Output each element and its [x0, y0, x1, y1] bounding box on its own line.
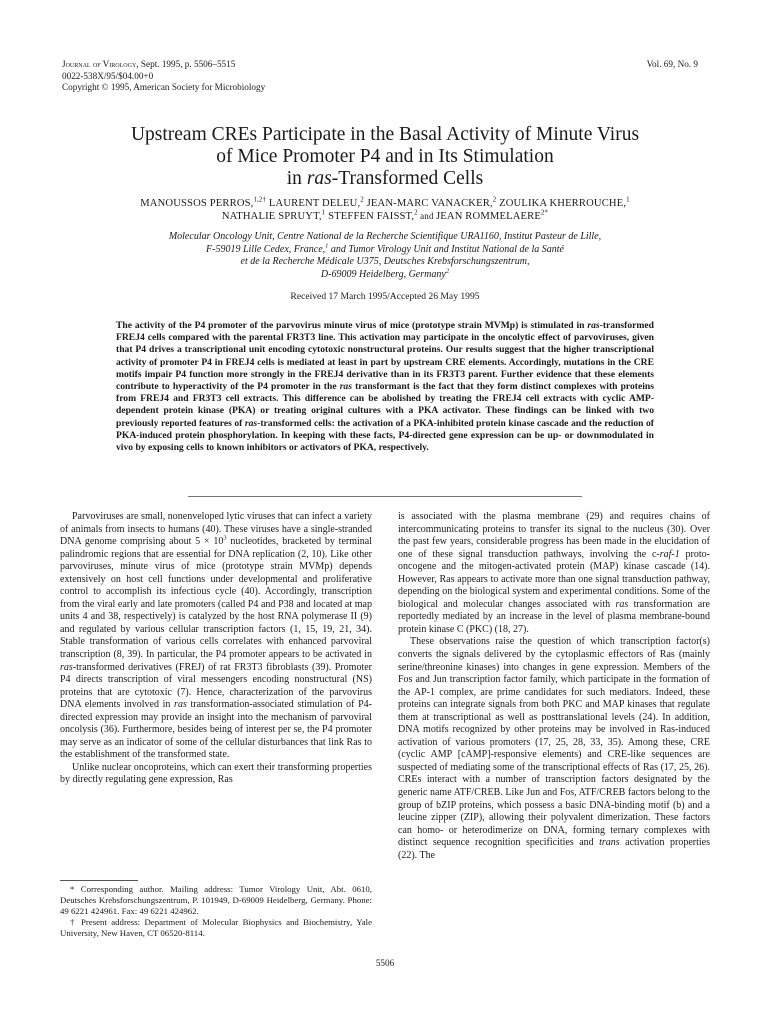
body-paragraph [398, 511, 710, 636]
affiliation-text: F-59019 Lille Cedex, France, [206, 243, 326, 255]
author-list [70, 197, 700, 223]
affiliation-mark: 2* [540, 209, 549, 217]
author-name: MANOUSSOS PERROS, [140, 198, 254, 209]
footnote-divider [60, 880, 138, 881]
author-name: ZOULIKA KHERROUCHE, [496, 198, 627, 209]
body-column-left [60, 511, 372, 787]
affiliation-mark: 1 [626, 196, 630, 204]
abstract-italic: ras [587, 320, 600, 331]
body-paragraph: Unlike nuclear oncoproteins, which can exert their transforming properties by directly regulating gene expression, Ras [60, 761, 372, 786]
journal-name: Journal of Virology [62, 59, 137, 69]
affiliation-mark: 2 [414, 209, 418, 217]
body-text: transformation-associated stimulation of P4-directed expression may provide an insight into the mechanism of parvoviral oncolysis (36). Furthermore, besides being of interest per se, the P4 promoter may serve as an indicator of some of the cellular disturbances that link Ras to the establishment of the transformed state. [60, 699, 372, 761]
abstract-italic: ras [339, 381, 352, 393]
received-dates: Received 17 March 1995/Accepted 26 May 1995 [290, 291, 480, 302]
abstract-italic: ras [244, 417, 258, 429]
copyright-line: Copyright © 1995, American Society for Microbiology [62, 82, 266, 93]
title-text: in [286, 167, 307, 189]
citation-line [62, 59, 265, 71]
abstract-text: The activity of the P4 promoter of the parvovirus minute virus of mice (prototype strain MVMp) is stimulated in [116, 320, 588, 331]
title-line-2: of Mice Promoter P4 and in Its Stimulation [216, 145, 554, 167]
volume-label: Vol. 69, No. 9 [646, 59, 698, 69]
body-text: Parvoviruses are small, nonenveloped lytic viruses that can infect a variety of animals from insects to humans (40). These viruses have a single-stranded DNA genome comprising about 5 × 10 [60, 511, 372, 548]
body-text: activation properties (22). The [398, 837, 710, 861]
body-italic: ras [615, 598, 629, 610]
body-italic: raf-1 [659, 548, 680, 560]
issue-info: , Sept. 1995, p. 5506–5515 [136, 59, 236, 69]
affiliation-line: et de la Recherche Médicale U375, Deutsches Krebsforschungszentrum, [240, 256, 530, 267]
affiliations [80, 231, 690, 281]
section-divider [188, 496, 582, 497]
abstract [116, 320, 654, 454]
affiliation-line [80, 244, 690, 257]
body-text: is associated with the plasma membrane (29) and requires chains of intercommunicating proteins to transfer its signal to the nucleus (30). Over the past few years, considerable progress has been made in the elucidation of one of these signal transduction pathways, involving the c- [398, 511, 710, 560]
affiliation-line: Molecular Oncology Unit, Centre National de la Recherche Scientifique URA1160, Institut Pasteur de Lille, [168, 231, 602, 242]
footnotes [60, 884, 372, 939]
abstract-text: -transformed FREJ4 cells compared with the parental FR3T3 line. This activation may participate in the oncolytic effect of parvoviruses, given that P4 drives a transcriptional unit encoding cytotoxic nonstructural proteins. Our results suggest that the higher transcriptional activity of promoter P4 in FREJ4 cells is mediated at least in part by upstream CRE elements. Accordingly, mutations in the CRE motifs impair P4 function more strongly in the FREJ4 derivative than in its FR3T3 parent. Further evidence that these elements contribute to hyperactivity of the P4 promoter in the [116, 320, 654, 393]
title-line-1: Upstream CREs Participate in the Basal Activity of Minute Virus [130, 124, 640, 145]
footnote-present-address: † Present address: Department of Molecular Biophysics and Biochemistry, Yale University, New Haven, CT 06520-8114. [60, 917, 372, 938]
exponent: 3 [223, 534, 227, 542]
author-name: STEFFEN FAISST, [325, 211, 415, 222]
author-line-1 [70, 197, 700, 210]
page-number: 5506 [375, 958, 395, 968]
body-text: -transformed derivatives (FREJ) of rat FR3T3 fibroblasts (39). Promoter P4 directs transcription of viral messengers encoding nonstructural (NS) proteins that are cytotoxic (7). Hence, characterization of the parvovirus DNA elements involved in [60, 661, 372, 711]
body-italic: ras [174, 699, 187, 711]
body-italic: trans [599, 837, 620, 849]
body-text: nucleotides, bracketed by terminal palindromic regions that are essential for DNA replication (2, 10). Like other parvoviruses, minute virus of mice (prototype strain MVMp) depends extensively on host cell functions under developmental and proliferative control to accomplish its infectious cycle (40). Accordingly, transcription from the viral early and late promoters (called P4 and P38 and located at map units 4 and 38, respectively) is catalyzed by the host RNA polymerase II (9) and regulated by various cellular transcription factors (1, 15, 19, 21, 34). Stable transformation of various cells correlates with enhanced parvoviral transcription (8, 39). In particular, the P4 promoter appears to be activated in [60, 536, 372, 661]
affiliation-text: D-69009 Heidelberg, Germany [320, 268, 446, 280]
author-name: JEAN ROMMELAERE [436, 211, 541, 222]
author-conjunction: and [417, 211, 437, 221]
title-text: -Transformed Cells [331, 167, 484, 189]
affiliation-mark: 2 [445, 267, 450, 275]
abstract-paragraph [116, 320, 654, 454]
title-line-3 [60, 168, 710, 190]
body-paragraph [398, 636, 710, 862]
issn-line: 0022-538X/95/$04.00+0 [62, 70, 154, 81]
affiliation-text: and Tumor Virology Unit and Institut National de la Santé [328, 243, 564, 255]
affiliation-mark: 2 [360, 196, 364, 204]
author-name: NATHALIE SPRUYT, [221, 211, 322, 222]
body-text: proto-oncogene and the mitogen-activated protein (MAP) kinase cascade (14). However, Ras appears to activate more than one signal transduction pathway, depending on the biological system and experimental conditions. Some of the biological and molecular changes associated with [398, 548, 710, 610]
footnote-mark: † [262, 196, 267, 204]
footnote-corresponding: * Corresponding author. Mailing address: Tumor Virology Unit, Abt. 0610, Deutsches Krebsforschungszentrum, P. 101949, D-69009 Heidelberg, Germany. Phone: 49 6221 424961. Fax: 49 6221 424962. [60, 884, 372, 916]
body-italic: ras [60, 661, 73, 673]
body-text: transformation are reportedly mediated by an increase in the level of plasma membrane-bound protein kinase C (PKC) (18, 27). [398, 598, 710, 635]
body-text: These observations raise the question of which transcription factor(s) converts the signals delivered by the cytoplasmic effectors of Ras (mainly serine/threonine kinases) into changes in gene expression. Members of the Fos and Jun transcription factor family, which participate in the formation of the AP-1 complex, are prime candidates for such mediators. Indeed, these proteins can integrate signals from both PKC and MAP kinases that regulate them at transcriptional as well as posttranslational levels (24). In addition, DNA motifs recognized by other proteins may be involved in Ras-induced activation of various promoters (17, 25, 28, 33, 35). Among these, CRE (cyclic AMP [cAMP]-responsive elements) and CRE-like sequences are suspected of mediating some of the transcriptional effects of Ras (17, 25, 26). CREs interact with a number of transcription factors designated by the generic name ATF/CREB. Like Jun and Fos, ATF/CREB factors belong to the group of bZIP proteins, which possess a basic DNA-binding motif (b) and a leucine zipper (ZIP), allowing their polyvalent dimerization. These factors can homo- or heterodimerize on DNA, forming ternary complexes with distinct sequence recognition specificities and [398, 636, 710, 849]
affiliation-mark: 1,2 [253, 196, 263, 204]
affiliation-mark: 1 [321, 209, 326, 217]
article-title [60, 124, 710, 189]
affiliation-line [80, 269, 690, 282]
journal-header [62, 59, 265, 94]
abstract-text: -transformed cells: the activation of a PKA-inhibited protein kinase cascade and the reduction of PKA-induced protein phosphorylation. In keeping with these facts, P4-directed gene expression can be up- or downmodulated in vivo by exposing cells to known inhibitors or activators of PKA, respectively. [116, 417, 654, 454]
author-name: JEAN-MARC VANACKER, [363, 198, 493, 209]
body-paragraph [60, 511, 372, 762]
author-name: LAURENT DELEU, [266, 198, 361, 209]
affiliation-mark: 2 [492, 196, 497, 204]
abstract-text: transformant is the fact that they form distinct complexes with proteins from FREJ4 and FR3T3 cell extracts. This difference can be abolished by treating the FREJ4 cell extracts with cyclic AMP-dependent protein kinase (PKA) or treating original cultures with a PKA activator. These findings can be linked with two previously reported features of [116, 381, 654, 429]
body-column-right [398, 511, 710, 862]
author-line-2 [70, 210, 700, 223]
affiliation-mark: 1 [325, 242, 329, 250]
title-italic: ras [306, 167, 332, 189]
